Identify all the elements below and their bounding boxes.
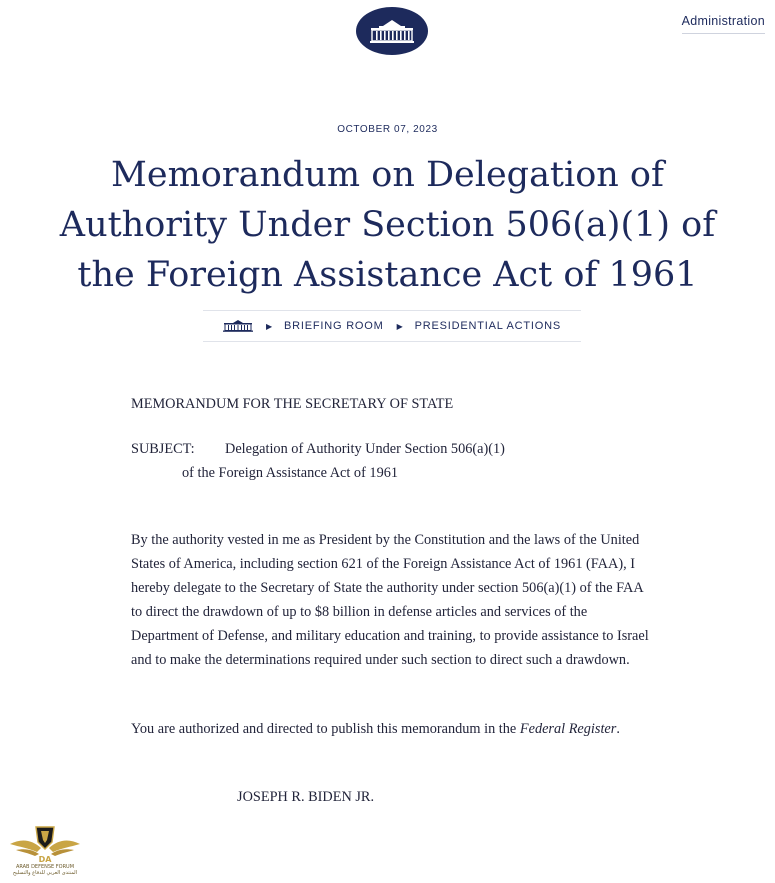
white-house-icon [223,320,253,332]
white-house-logo[interactable] [356,7,428,55]
eagle-emblem-icon [8,822,82,864]
subject-line-1: Delegation of Authority Under Section 506(a)(1) [225,441,505,457]
federal-register-title: Federal Register [519,721,617,737]
page-title: Memorandum on Delegation of Authority Under Section 506(a)(1) of the Foreign Assistance Act of 1961 [59,155,716,295]
memo-paragraph-2 [131,717,656,741]
paragraph-2-end: . [616,721,620,737]
watermark-line-1: ARAB DEFENSE FORUM [15,864,75,870]
paragraph-2-text: You are authorized and directed to publish this memorandum in the [131,721,520,737]
arab-defense-forum-watermark [8,822,82,880]
subject-label: SUBJECT: [131,441,195,457]
subject-line-2: of the Foreign Assistance Act of 1961 [182,465,399,481]
memo-addressee: MEMORANDUM FOR THE SECRETARY OF STATE [131,396,454,412]
signature: JOSEPH R. BIDEN JR. [237,789,375,805]
breadcrumb-presidential-actions[interactable]: PRESIDENTIAL ACTIONS [414,320,561,332]
watermark-line-2: المنتدى العربي للدفاع والتسليح [12,870,78,876]
watermark-initials: DA [38,855,52,864]
article-date: OCTOBER 07, 2023 [337,124,438,135]
memo-paragraph-1: By the authority vested in me as President by the Constitution and the laws of the United States of America, including section 621 of the Foreign Assistance Act of 1961 (FAA), I hereby delegate to the Secretary of State the authority under section 506(a)(1) of the FAA to direct the drawdown of up to $8 billion in defense articles and services of the Department of Defense, and military education and training, to provide assistance to Israel and to make the determinations required under such section to direct such a drawdown. [131,532,649,668]
nav-link-administration[interactable]: Administration [682,14,765,34]
breadcrumb-briefing-room[interactable]: BRIEFING ROOM [283,320,384,332]
breadcrumb [203,310,581,342]
caret-right-icon: ▶ [396,321,404,331]
caret-right-icon: ▶ [266,321,273,331]
white-house-icon [369,18,415,44]
memo-subject [131,437,656,485]
breadcrumb-home[interactable] [223,320,253,332]
